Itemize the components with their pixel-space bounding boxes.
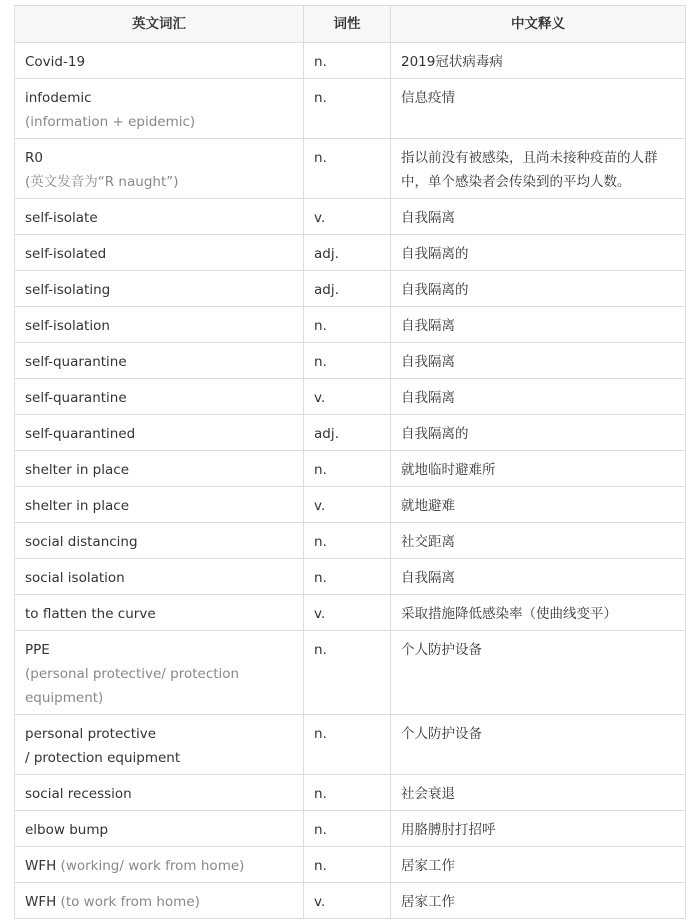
word-cell [15,139,304,199]
word-cell [15,715,304,775]
table-row [15,343,686,379]
pos-cell: n. [304,307,391,343]
table-header [15,6,686,43]
word-cell [15,847,304,883]
meaning-cell: 自我隔离 [391,199,686,235]
header-row [15,6,686,43]
meaning-cell: 自我隔离 [391,343,686,379]
meaning-cell: 2019冠状病毒病 [391,43,686,79]
meaning-cell: 社交距离 [391,523,686,559]
header-meaning: 中文释义 [391,6,686,43]
pos-cell: v. [304,595,391,631]
meaning-cell: 自我隔离的 [391,271,686,307]
table-row [15,415,686,451]
meaning-cell: 用胳膊肘打招呼 [391,811,686,847]
meaning-cell: 就地避难 [391,487,686,523]
word-cell [15,235,304,271]
word-cell [15,883,304,919]
meaning-cell: 采取措施降低感染率（使曲线变平） [391,595,686,631]
english-term: personal protective [25,726,157,742]
table-row [15,631,686,715]
english-term: shelter in place [25,462,130,478]
pos-cell: n. [304,811,391,847]
english-term: WFH [25,858,57,874]
table-row [15,715,686,775]
english-term: to flatten the curve [25,606,156,622]
meaning-cell: 自我隔离 [391,379,686,415]
english-term: elbow bump [25,822,109,838]
pos-cell: v. [304,487,391,523]
term-note: (working/ work from home) [56,858,245,874]
table-row [15,235,686,271]
term-note: (information + epidemic) [25,114,196,130]
pos-cell: n. [304,847,391,883]
pos-cell: v. [304,379,391,415]
meaning-cell: 居家工作 [391,847,686,883]
word-cell [15,523,304,559]
english-term: infodemic [25,90,92,106]
english-term: self-isolation [25,318,110,334]
pos-cell: n. [304,631,391,715]
pos-cell: adj. [304,415,391,451]
table-row [15,271,686,307]
meaning-cell: 信息疫情 [391,79,686,139]
table-row [15,139,686,199]
table-row [15,559,686,595]
meaning-cell: 就地临时避难所 [391,451,686,487]
table-row [15,379,686,415]
pos-cell: n. [304,775,391,811]
word-cell [15,415,304,451]
vocabulary-table [14,5,686,919]
meaning-cell: 社会衰退 [391,775,686,811]
pos-cell: n. [304,79,391,139]
table-row [15,523,686,559]
english-term: social distancing [25,534,138,550]
word-cell [15,199,304,235]
word-cell [15,451,304,487]
word-cell [15,379,304,415]
word-cell [15,307,304,343]
term-note: (personal protective/ protection equipment) [25,666,240,706]
pos-cell: adj. [304,271,391,307]
table-row [15,487,686,523]
word-cell [15,271,304,307]
pos-cell: n. [304,715,391,775]
meaning-cell: 指以前没有被感染，且尚未接种疫苗的人群中，单个感染者会传染到的平均人数。 [391,139,686,199]
pos-cell: n. [304,559,391,595]
table-row [15,199,686,235]
word-cell [15,631,304,715]
pos-cell: adj. [304,235,391,271]
pos-cell: n. [304,139,391,199]
english-term: Covid-19 [25,54,86,70]
english-term: social recession [25,786,132,802]
english-term: self-isolate [25,210,98,226]
term-note: (to work from home) [56,894,200,910]
english-term: shelter in place [25,498,130,514]
word-cell [15,811,304,847]
word-cell [15,79,304,139]
meaning-cell: 自我隔离 [391,307,686,343]
pos-cell: n. [304,43,391,79]
pos-cell: v. [304,883,391,919]
word-cell [15,343,304,379]
header-pos: 词性 [304,6,391,43]
pos-cell: n. [304,523,391,559]
word-cell [15,487,304,523]
word-cell [15,775,304,811]
table-row [15,451,686,487]
word-cell [15,595,304,631]
table-row [15,883,686,919]
header-word: 英文词汇 [15,6,304,43]
pos-cell: n. [304,451,391,487]
english-term: PPE [25,642,50,658]
english-term: self-quarantine [25,354,127,370]
meaning-cell: 自我隔离 [391,559,686,595]
table-row [15,595,686,631]
word-cell [15,559,304,595]
english-term: self-isolated [25,246,107,262]
table-body [15,43,686,919]
pos-cell: n. [304,343,391,379]
table-row [15,847,686,883]
english-term: / protection equipment [25,750,181,766]
english-term: R0 [25,150,43,166]
english-term: self-quarantine [25,390,127,406]
pos-cell: v. [304,199,391,235]
english-term: self-isolating [25,282,111,298]
table-row [15,79,686,139]
meaning-cell: 自我隔离的 [391,415,686,451]
meaning-cell: 个人防护设备 [391,631,686,715]
english-term: self-quarantined [25,426,136,442]
table-row [15,307,686,343]
meaning-cell: 居家工作 [391,883,686,919]
term-note: (英文发音为“R naught”) [25,174,179,190]
meaning-cell: 个人防护设备 [391,715,686,775]
table-row [15,775,686,811]
table-row [15,43,686,79]
meaning-cell: 自我隔离的 [391,235,686,271]
english-term: WFH [25,894,57,910]
english-term: social isolation [25,570,125,586]
word-cell [15,43,304,79]
table-row [15,811,686,847]
